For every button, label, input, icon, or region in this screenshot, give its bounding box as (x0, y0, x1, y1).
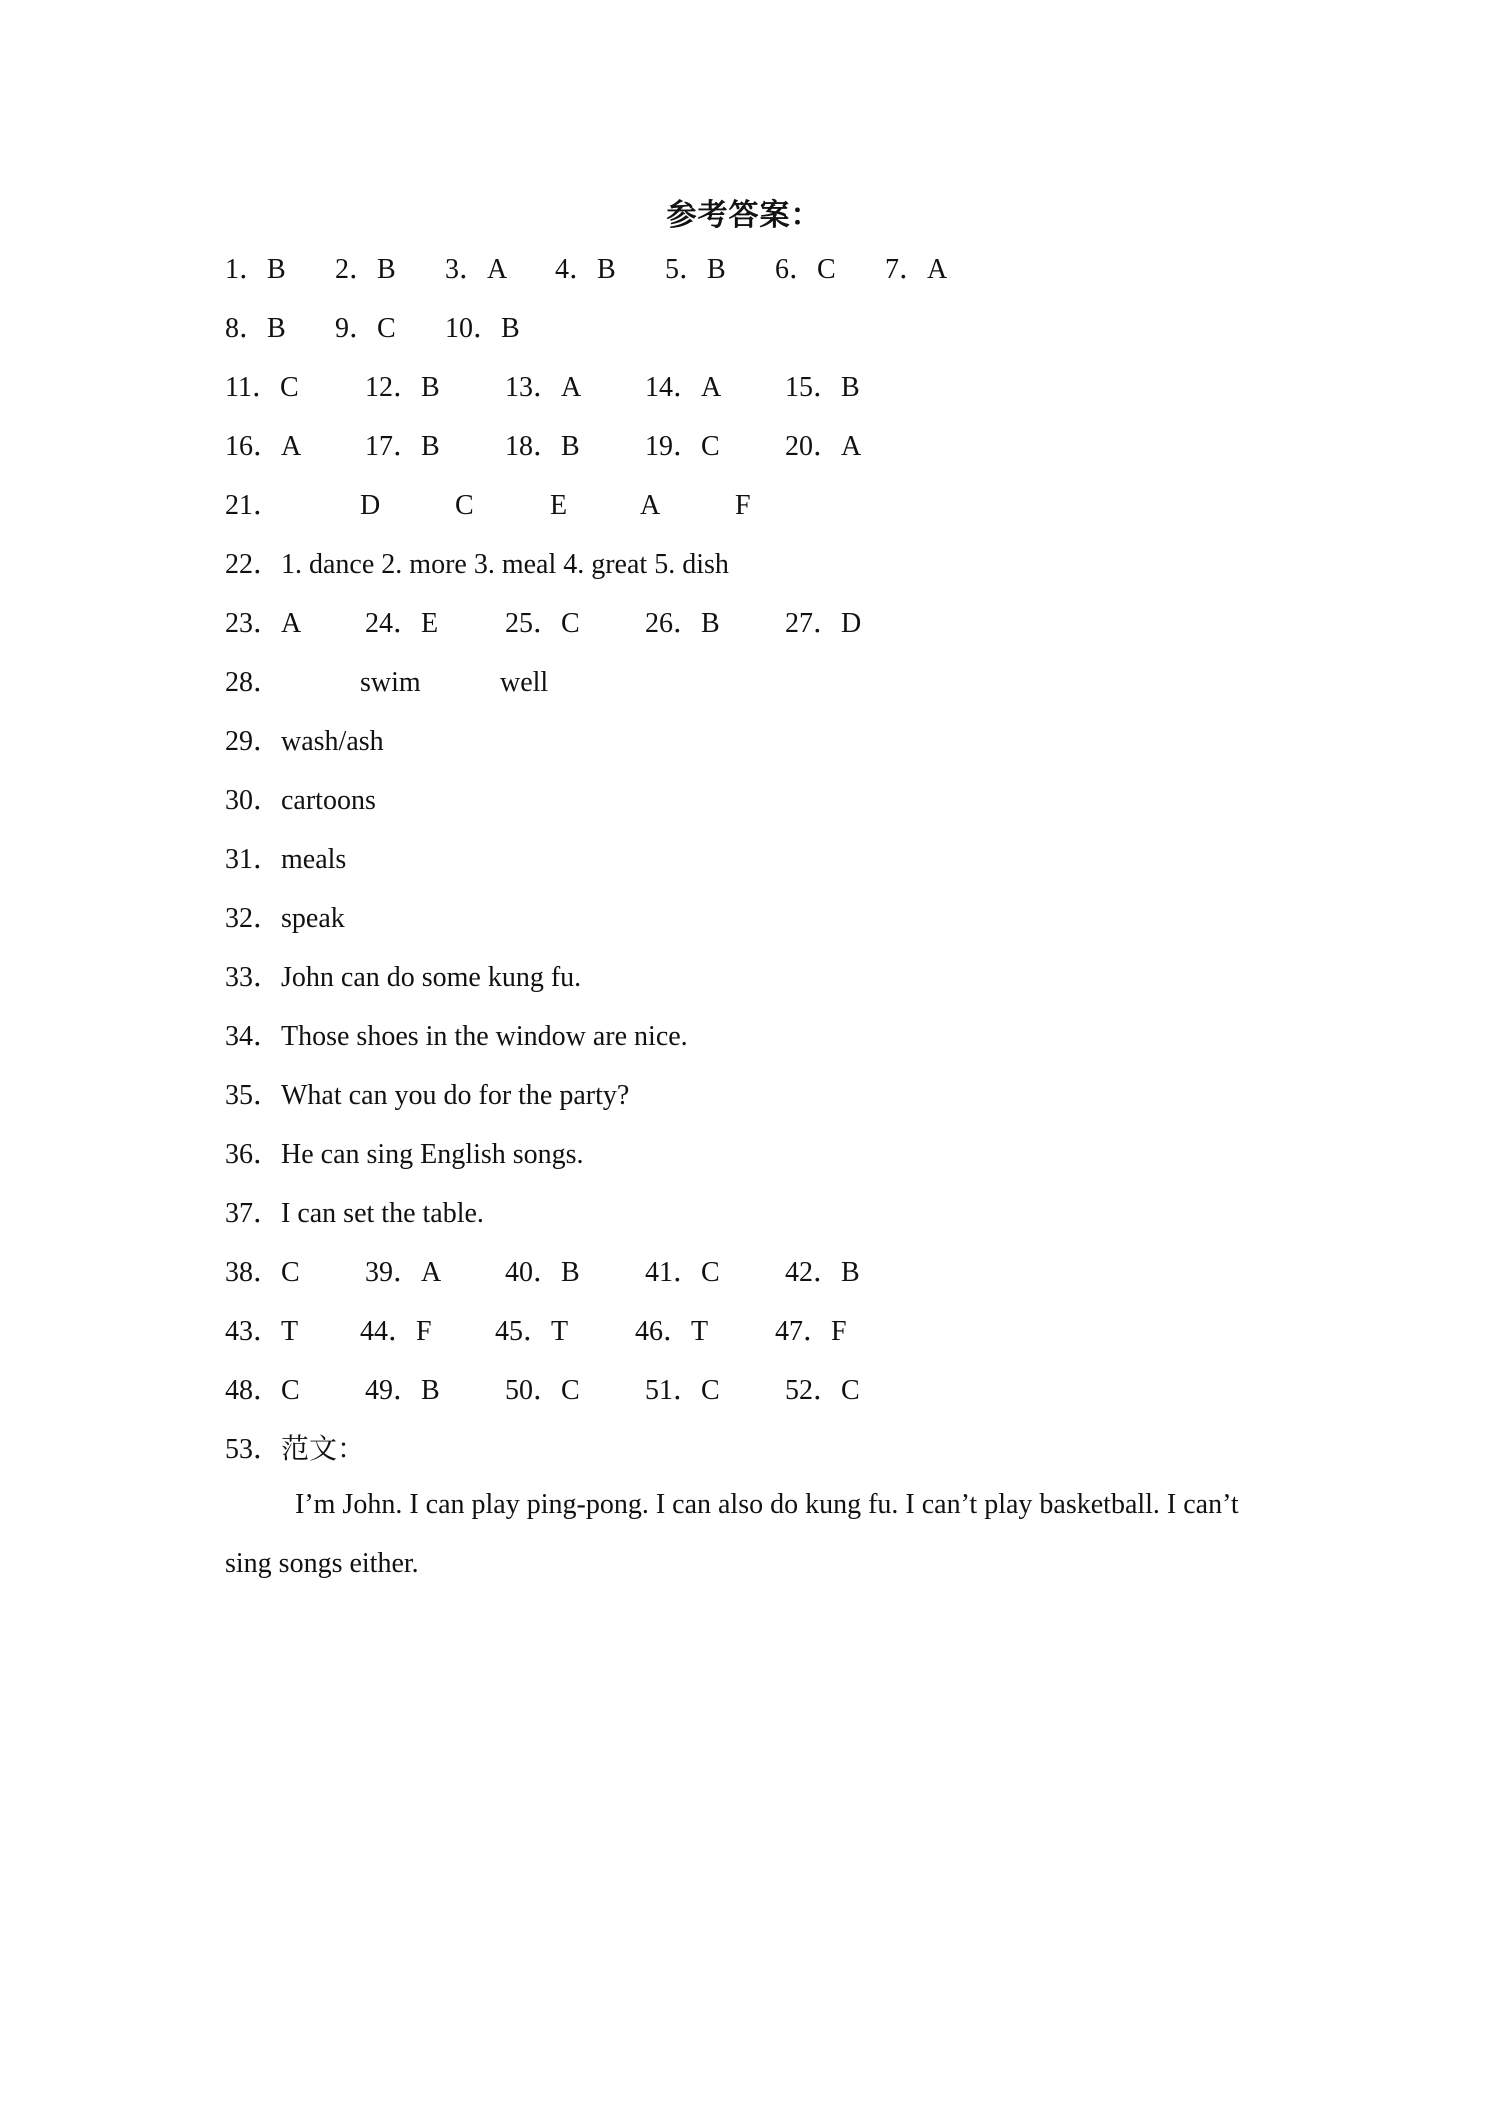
answer-item: F (735, 490, 751, 521)
answer-item: 28． (225, 667, 282, 698)
answer-item: 29．wash/ash (225, 726, 384, 757)
answer-item: 2．B (335, 254, 396, 285)
answer-item: D (360, 490, 381, 521)
answer-item: 13．A (505, 372, 582, 403)
answer-item: 22．1. dance 2. more 3. meal 4. great 5. dish (225, 549, 729, 580)
answer-item: 30．cartoons (225, 785, 376, 816)
answer-item: 21． (225, 490, 282, 521)
answer-item: 16．A (225, 431, 302, 462)
answer-item: C (455, 490, 474, 521)
answer-item: 46．T (635, 1316, 709, 1347)
answer-item: 36．He can sing English songs. (225, 1139, 584, 1170)
answer-item: A (640, 490, 661, 521)
answer-item: 15．B (785, 372, 860, 403)
answer-item: 41．C (645, 1257, 720, 1288)
page-title: 参考答案： (666, 198, 822, 233)
answer-item: 9．C (335, 313, 396, 344)
answer-item: 48．C (225, 1375, 300, 1406)
answer-item: 17．B (365, 431, 440, 462)
sample-essay: I’m John. I can play ping-pong. I can also do kung fu. I can’t play basketball. I can’t sing songs either. (225, 1489, 1239, 1579)
answer-item: 53．范文： (225, 1434, 366, 1465)
answer-item: 43．T (225, 1316, 299, 1347)
answer-item: 23．A (225, 608, 302, 639)
answer-item: E (550, 490, 568, 521)
answer-item: 20．A (785, 431, 862, 462)
answer-item: 14．A (645, 372, 722, 403)
answer-item: 38．C (225, 1257, 300, 1288)
answer-item: 34．Those shoes in the window are nice. (225, 1021, 688, 1052)
answer-item: 35．What can you do for the party? (225, 1080, 630, 1111)
answer-item: 52．C (785, 1375, 860, 1406)
answer-item: 25．C (505, 608, 580, 639)
answer-item: 26．B (645, 608, 720, 639)
answer-item: 42．B (785, 1257, 860, 1288)
answer-item: 27．D (785, 608, 862, 639)
answer-item: 33．John can do some kung fu. (225, 962, 582, 993)
answer-item: 37．I can set the table. (225, 1198, 484, 1229)
answer-item: 10．B (445, 313, 520, 344)
answer-item: 47．F (775, 1316, 847, 1347)
answer-item: 8．B (225, 313, 286, 344)
answer-item: 7．A (885, 254, 948, 285)
answer-item: 24．E (365, 608, 439, 639)
answer-item: 32．speak (225, 903, 345, 934)
answer-item: 19．C (645, 431, 720, 462)
answer-item: 50．C (505, 1375, 580, 1406)
answer-item: 4．B (555, 254, 616, 285)
answer-item: 39．A (365, 1257, 442, 1288)
answer-item: 51．C (645, 1375, 720, 1406)
answer-item: 18．B (505, 431, 580, 462)
answer-item: 6．C (775, 254, 836, 285)
answer-item: 31．meals (225, 844, 347, 875)
answer-item: 5．B (665, 254, 726, 285)
answer-item: 12．B (365, 372, 440, 403)
answer-item: 3．A (445, 254, 508, 285)
answer-item: 11．C (225, 372, 299, 403)
answer-item: 45．T (495, 1316, 569, 1347)
answer-item: 40．B (505, 1257, 580, 1288)
answer-item: well (500, 667, 549, 698)
answer-item: 1．B (225, 254, 286, 285)
answer-item: 44．F (360, 1316, 432, 1347)
answer-item: swim (360, 667, 421, 698)
answer-item: 49．B (365, 1375, 440, 1406)
